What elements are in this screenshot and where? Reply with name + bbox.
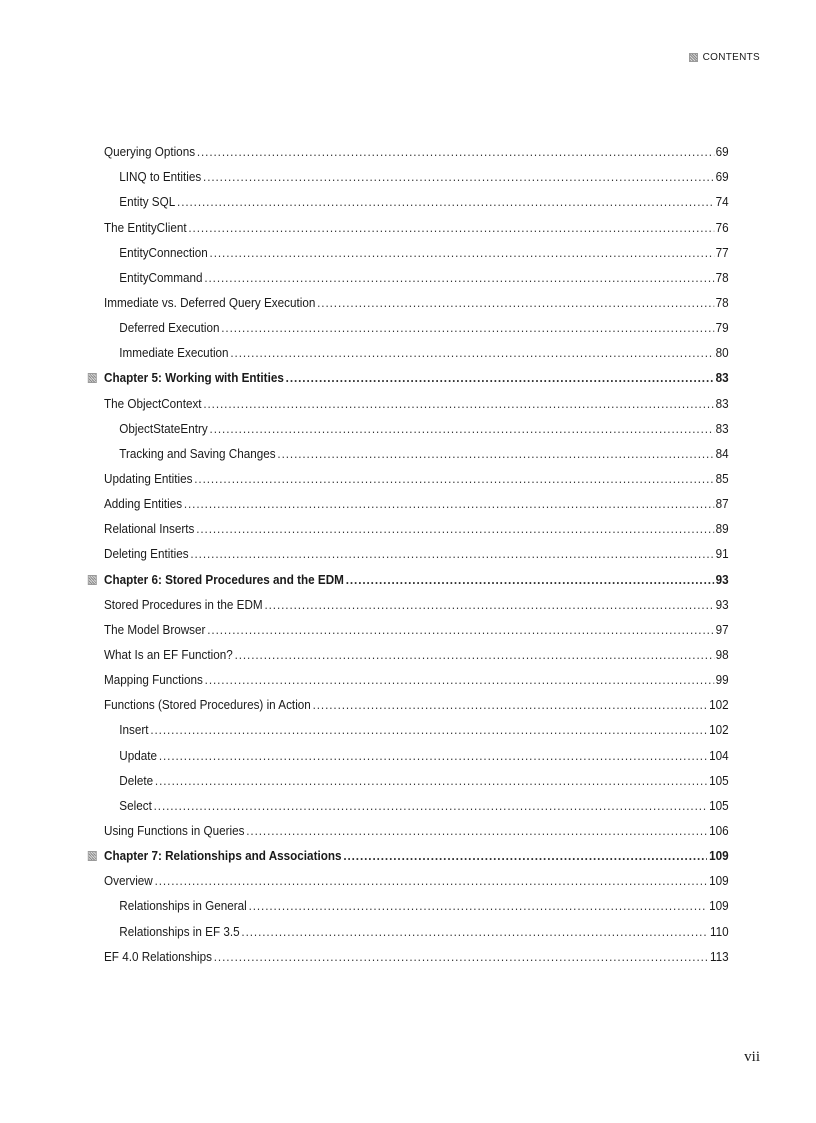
toc-chapter-entry[interactable] (104, 839, 729, 864)
dot-leader (203, 169, 714, 185)
toc-entry[interactable] (104, 462, 729, 487)
toc-entry-page: 104 (709, 747, 729, 763)
dot-leader (150, 722, 707, 738)
dot-leader (159, 748, 707, 764)
toc-entry-title: The ObjectContext (104, 395, 202, 411)
toc-entry-title: Relationships in EF 3.5 (119, 923, 240, 939)
square-bullet-icon (689, 53, 698, 62)
dot-leader (190, 546, 713, 562)
dot-leader (277, 446, 713, 462)
toc-entry-title: Mapping Functions (104, 672, 203, 688)
table-of-contents (104, 135, 729, 965)
dot-leader (197, 144, 714, 160)
toc-entry-title: Relationships in General (119, 898, 247, 914)
toc-entry[interactable] (104, 638, 729, 663)
toc-entry-page: 80 (715, 345, 729, 361)
dot-leader (184, 496, 714, 512)
toc-entry[interactable] (104, 311, 729, 336)
dot-leader (221, 320, 714, 336)
toc-entry-title: Using Functions in Queries (104, 822, 245, 838)
toc-entry-title: Querying Options (104, 144, 196, 160)
toc-entry-page: 109 (709, 898, 729, 914)
square-bullet-icon (88, 575, 97, 585)
dot-leader (249, 898, 708, 914)
toc-entry-page: 93 (715, 596, 729, 612)
toc-entry-page: 84 (715, 445, 729, 461)
running-head-label: CONTENTS (702, 52, 760, 63)
toc-entry-page: 77 (715, 244, 729, 260)
toc-entry[interactable] (104, 512, 729, 537)
dot-leader (204, 270, 713, 286)
toc-entry-page: 109 (709, 848, 729, 864)
toc-entry[interactable] (104, 789, 729, 814)
toc-entry-page: 109 (709, 873, 729, 889)
toc-entry[interactable] (104, 738, 729, 763)
toc-entry[interactable] (104, 286, 729, 311)
dot-leader (155, 873, 708, 889)
dot-leader (241, 924, 708, 940)
toc-entry-page: 110 (709, 923, 729, 939)
dot-leader (214, 949, 708, 965)
running-head (689, 52, 760, 63)
toc-chapter-entry[interactable] (104, 562, 729, 587)
dot-leader (230, 345, 713, 361)
toc-entry-page: 91 (715, 546, 729, 562)
dot-leader (196, 521, 714, 537)
toc-entry[interactable] (104, 185, 729, 210)
toc-entry-page: 105 (709, 772, 729, 788)
toc-entry[interactable] (104, 386, 729, 411)
toc-entry-title: EF 4.0 Relationships (104, 948, 212, 964)
dot-leader (313, 697, 708, 713)
toc-entry-title: Overview (104, 873, 153, 889)
dot-leader (194, 471, 714, 487)
toc-entry-page: 83 (715, 370, 729, 386)
toc-entry[interactable] (104, 135, 729, 160)
toc-entry-title: Stored Procedures in the EDM (104, 596, 263, 612)
toc-entry-page: 93 (715, 571, 729, 587)
toc-entry-page: 113 (709, 948, 729, 964)
toc-entry[interactable] (104, 688, 729, 713)
dot-leader (264, 597, 713, 613)
dot-leader (203, 396, 713, 412)
dot-leader (286, 370, 714, 386)
dot-leader (210, 245, 714, 261)
toc-entry[interactable] (104, 210, 729, 235)
toc-entry[interactable] (104, 412, 729, 437)
toc-entry-title: ObjectStateEntry (119, 420, 208, 436)
toc-entry-page: 78 (715, 294, 729, 310)
toc-entry-title: Select (119, 797, 152, 813)
toc-entry[interactable] (104, 663, 729, 688)
toc-entry-title: Deferred Execution (119, 320, 220, 336)
dot-leader (246, 823, 707, 839)
toc-entry-page: 83 (715, 420, 729, 436)
toc-entry-title: What Is an EF Function? (104, 646, 233, 662)
dot-leader (154, 798, 708, 814)
toc-entry-page: 102 (709, 697, 729, 713)
toc-entry-page: 97 (715, 621, 729, 637)
toc-entry-title: Chapter 7: Relationships and Associations (104, 848, 342, 864)
toc-entry-title: Update (119, 747, 158, 763)
dot-leader (235, 647, 714, 663)
toc-entry-page: 106 (709, 822, 729, 838)
page-number: vii (744, 1049, 760, 1065)
toc-entry-title: Relational Inserts (104, 521, 195, 537)
toc-entry-title: The EntityClient (104, 219, 187, 235)
toc-entry-page: 79 (715, 320, 729, 336)
toc-entry[interactable] (104, 487, 729, 512)
dot-leader (207, 622, 714, 638)
toc-entry-page: 74 (715, 194, 729, 210)
toc-entry-page: 69 (715, 169, 729, 185)
dot-leader (155, 773, 707, 789)
toc-entry-title: Immediate Execution (119, 345, 229, 361)
toc-entry-title: Deleting Entities (104, 546, 189, 562)
toc-entry-page: 76 (715, 219, 729, 235)
dot-leader (205, 672, 714, 688)
toc-entry[interactable] (104, 336, 729, 361)
dot-leader (177, 194, 714, 210)
toc-entry[interactable] (104, 713, 729, 738)
toc-entry-title: The Model Browser (104, 621, 206, 637)
toc-entry-page: 89 (715, 521, 729, 537)
toc-entry-title: EntityConnection (119, 244, 208, 260)
toc-entry[interactable] (104, 764, 729, 789)
toc-entry-page: 78 (715, 269, 729, 285)
toc-entry-page: 99 (715, 672, 729, 688)
toc-entry-title: Entity SQL (119, 194, 176, 210)
toc-entry-page: 102 (709, 722, 729, 738)
toc-entry[interactable] (104, 940, 729, 965)
toc-entry[interactable] (104, 889, 729, 914)
toc-entry-page: 83 (715, 395, 729, 411)
square-bullet-icon (88, 851, 97, 861)
toc-entry[interactable] (104, 160, 729, 185)
toc-entry[interactable] (104, 588, 729, 613)
toc-entry-title: Tracking and Saving Changes (119, 445, 276, 461)
dot-leader (343, 848, 707, 864)
toc-entry-title: Adding Entities (104, 496, 183, 512)
toc-entry-title: Immediate vs. Deferred Query Execution (104, 294, 316, 310)
toc-entry-title: Delete (119, 772, 154, 788)
square-bullet-icon (88, 373, 97, 383)
dot-leader (346, 572, 714, 588)
toc-entry-title: Updating Entities (104, 470, 193, 486)
toc-entry-title: Chapter 6: Stored Procedures and the EDM (104, 571, 344, 587)
toc-entry[interactable] (104, 537, 729, 562)
toc-entry-page: 98 (715, 646, 729, 662)
toc-entry-page: 69 (715, 144, 729, 160)
toc-entry-page: 85 (715, 470, 729, 486)
toc-entry-page: 105 (709, 797, 729, 813)
toc-entry-title: LINQ to Entities (119, 169, 202, 185)
toc-chapter-entry[interactable] (104, 361, 729, 386)
toc-entry[interactable] (104, 814, 729, 839)
toc-entry-title: EntityCommand (119, 269, 203, 285)
toc-entry[interactable] (104, 236, 729, 261)
toc-entry-title: Chapter 5: Working with Entities (104, 370, 284, 386)
dot-leader (317, 295, 714, 311)
toc-entry-title: Insert (119, 722, 149, 738)
dot-leader (210, 421, 714, 437)
toc-entry[interactable] (104, 437, 729, 462)
toc-entry[interactable] (104, 914, 729, 939)
toc-entry[interactable] (104, 613, 729, 638)
toc-entry-title: Functions (Stored Procedures) in Action (104, 697, 311, 713)
toc-entry[interactable] (104, 864, 729, 889)
toc-entry-page: 87 (715, 496, 729, 512)
toc-entry[interactable] (104, 261, 729, 286)
dot-leader (188, 220, 713, 236)
